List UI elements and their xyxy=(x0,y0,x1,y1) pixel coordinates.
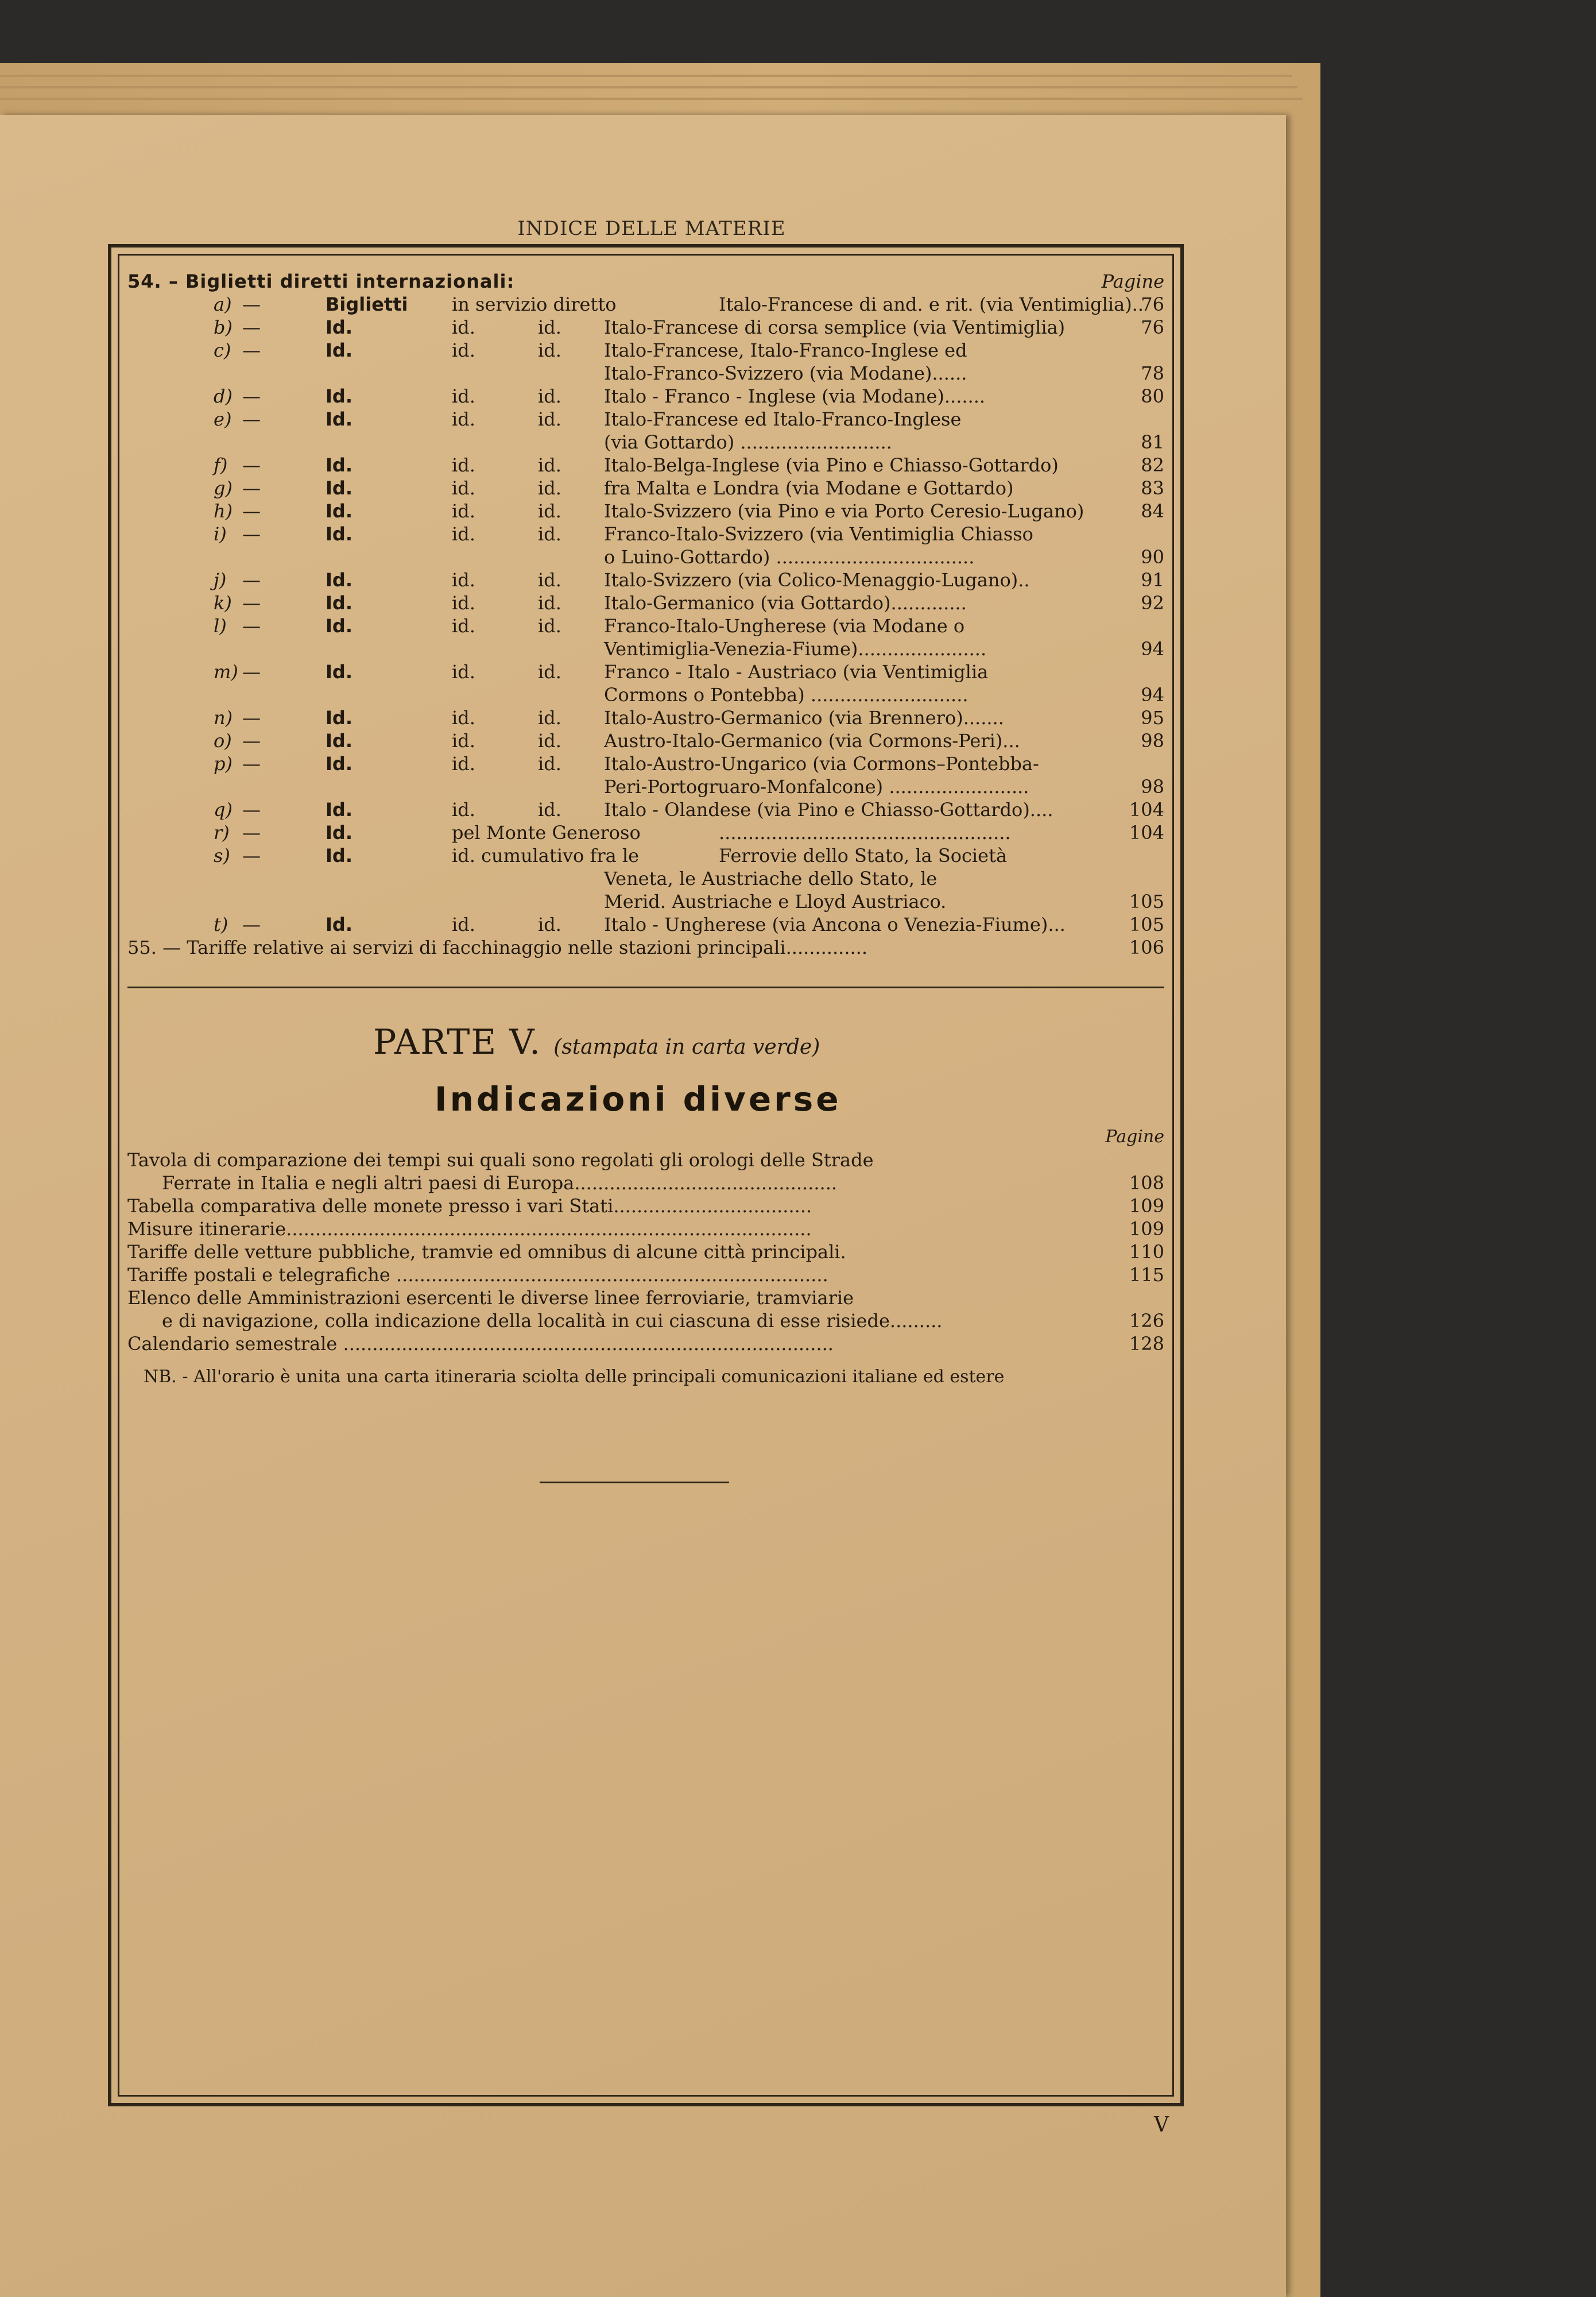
parte-row-text: Misure itinerarie.......................................................................................... xyxy=(127,1218,812,1240)
row-dash: — xyxy=(242,339,261,361)
closing-rule xyxy=(540,1482,729,1483)
row-id3: id. xyxy=(538,615,561,637)
row-entry: .................................................. xyxy=(719,822,1011,844)
row-page: 91 xyxy=(1141,569,1164,591)
row-id2: id. xyxy=(452,615,475,637)
row-entry: o Luino-Gottardo) .................................. xyxy=(604,546,975,568)
section-54-rows xyxy=(127,293,1164,936)
row-page: 94 xyxy=(1141,638,1164,660)
row-page: 76 xyxy=(1141,293,1164,315)
row-id2: id. xyxy=(452,523,475,545)
row-id2: id. xyxy=(452,707,475,729)
row-entry: Italo-Svizzero (via Pino e via Porto Ceresio-Lugano) xyxy=(604,500,1084,522)
parte-row xyxy=(127,1148,1164,1171)
row-entry: Italo-Belga-Inglese (via Pino e Chiasso-Gottardo) xyxy=(604,454,1059,476)
row-entry: Italo-Francese, Italo-Franco-Inglese ed xyxy=(604,339,967,361)
index-row xyxy=(127,454,1164,477)
section-55-row xyxy=(127,936,1164,959)
row-letter: b) xyxy=(214,316,233,338)
row-id: Id. xyxy=(326,477,352,499)
row-entry: Italo-Francese di and. e rit. (via Ventimiglia).. xyxy=(719,293,1144,315)
row-id3: id. xyxy=(538,385,561,407)
row-id: Id. xyxy=(326,523,352,545)
row-entry: Italo-Franco-Svizzero (via Modane)...... xyxy=(604,362,967,384)
row-dash: — xyxy=(242,316,261,338)
row-letter: k) xyxy=(214,592,232,614)
index-row xyxy=(127,339,1164,362)
row-id2: id. xyxy=(452,753,475,775)
row-letter: l) xyxy=(214,615,227,637)
row-page: 76 xyxy=(1141,316,1164,338)
row-dash: — xyxy=(242,477,261,499)
row-page: 81 xyxy=(1141,431,1164,453)
index-row xyxy=(127,385,1164,408)
index-row xyxy=(127,362,1164,385)
row-entry: Italo-Austro-Ungarico (via Cormons–Pontebba- xyxy=(604,753,1039,775)
row-letter: n) xyxy=(214,707,233,729)
index-row xyxy=(127,660,1164,683)
parte-v-list xyxy=(127,1126,1164,1355)
row-letter: r) xyxy=(214,822,230,844)
row-dash: — xyxy=(242,661,261,683)
row-id: Id. xyxy=(326,615,352,637)
row-dash: — xyxy=(242,385,261,407)
parte-title-text: PARTE V. xyxy=(373,1022,542,1062)
row-id3: id. xyxy=(538,316,561,338)
index-row xyxy=(127,316,1164,339)
row-entry: Peri-Portogruaro-Monfalcone) ........................ xyxy=(604,776,1029,798)
row-id2: id. xyxy=(452,454,475,476)
index-row xyxy=(127,569,1164,591)
row-page: 104 xyxy=(1129,799,1164,821)
row-page: 80 xyxy=(1141,385,1164,407)
parte-row-text: Tabella comparativa delle monete presso i vari Stati.................................. xyxy=(127,1195,812,1217)
parte-row-page: 110 xyxy=(1129,1241,1164,1263)
row-dash: — xyxy=(242,569,261,591)
row-entry: fra Malta e Londra (via Modane e Gottardo) xyxy=(604,477,1014,499)
index-row xyxy=(127,706,1164,729)
row-page: 90 xyxy=(1141,546,1164,568)
index-row xyxy=(127,913,1164,936)
row-id3: id. xyxy=(538,477,561,499)
row-page: 98 xyxy=(1141,776,1164,798)
parte-row-text: Tariffe delle vetture pubbliche, tramvie ed omnibus di alcune città principali. xyxy=(127,1241,846,1263)
row-page: 82 xyxy=(1141,454,1164,476)
row-letter: m) xyxy=(214,661,238,683)
row-letter: e) xyxy=(214,408,232,430)
page-edge-line xyxy=(0,75,1292,77)
row-id2: id. xyxy=(452,500,475,522)
row-id: Id. xyxy=(326,707,352,729)
parte-row xyxy=(127,1263,1164,1286)
row-page: 98 xyxy=(1141,730,1164,752)
parte-row-page: 108 xyxy=(1129,1172,1164,1194)
parte-row xyxy=(127,1194,1164,1217)
index-row xyxy=(127,729,1164,752)
index-row xyxy=(127,591,1164,614)
row-dash: — xyxy=(242,914,261,935)
row-id: Id. xyxy=(326,914,352,935)
row-id: Biglietti xyxy=(326,293,408,315)
row-id3: id. xyxy=(538,339,561,361)
row-page: 94 xyxy=(1141,684,1164,706)
row-id: Id. xyxy=(326,661,352,683)
row-page: 105 xyxy=(1129,891,1164,912)
row-dash: — xyxy=(242,523,261,545)
row-id2: id. xyxy=(452,661,475,683)
parte-row xyxy=(127,1309,1164,1332)
index-row xyxy=(127,546,1164,569)
row-id2: id. xyxy=(452,316,475,338)
row-entry: Ventimiglia-Venezia-Fiume)...................... xyxy=(604,638,987,660)
row-id: Id. xyxy=(326,339,352,361)
row-id2: id. xyxy=(452,477,475,499)
parte-row xyxy=(127,1286,1164,1309)
row-dash: — xyxy=(242,592,261,614)
parte-pagine-row xyxy=(127,1126,1164,1148)
parte-title xyxy=(373,1022,820,1062)
parte-row xyxy=(127,1332,1164,1355)
section-55-text: 55. — Tariffe relative ai servizi di facchinaggio nelle stazioni principali.............. xyxy=(127,937,867,958)
row-dash: — xyxy=(242,293,261,315)
index-row xyxy=(127,614,1164,637)
parte-row xyxy=(127,1171,1164,1194)
index-row xyxy=(127,637,1164,660)
row-entry: Franco - Italo - Austriaco (via Ventimiglia xyxy=(604,661,989,683)
section-54-title: 54. – Biglietti diretti internazionali: xyxy=(127,270,515,292)
row-dash: — xyxy=(242,799,261,821)
row-id3: id. xyxy=(538,799,561,821)
row-entry: Franco-Italo-Svizzero (via Ventimiglia Chiasso xyxy=(604,523,1033,545)
parte-row xyxy=(127,1217,1164,1240)
row-dash: — xyxy=(242,845,261,867)
row-letter: s) xyxy=(214,845,230,867)
row-id: Id. xyxy=(326,822,352,844)
row-id3: id. xyxy=(538,730,561,752)
row-entry: Italo-Francese di corsa semplice (via Ventimiglia) xyxy=(604,316,1066,338)
row-id2: id. xyxy=(452,385,475,407)
index-row xyxy=(127,775,1164,798)
row-dash: — xyxy=(242,454,261,476)
parte-row-text: Calendario semestrale .................................................................................... xyxy=(127,1333,834,1355)
row-entry: Veneta, le Austriache dello Stato, le xyxy=(604,868,938,890)
row-id: Id. xyxy=(326,385,352,407)
row-page: 95 xyxy=(1141,707,1164,729)
row-id: Id. xyxy=(326,408,352,430)
row-letter: t) xyxy=(214,914,228,935)
parte-subtitle: (stampata in carta verde) xyxy=(553,1035,820,1059)
row-entry: Merid. Austriache e Lloyd Austriaco. xyxy=(604,891,947,912)
row-entry: Italo-Svizzero (via Colico-Menaggio-Lugano).. xyxy=(604,569,1030,591)
row-entry: (via Gottardo) .......................... xyxy=(604,431,892,453)
row-id2: id. xyxy=(452,914,475,935)
row-id: Id. xyxy=(326,753,352,775)
row-id2: id. xyxy=(452,592,475,614)
row-entry: Italo - Olandese (via Pino e Chiasso-Gottardo).... xyxy=(604,799,1053,821)
row-id3: id. xyxy=(538,707,561,729)
row-id2: in servizio diretto xyxy=(452,293,617,315)
page-edge-line xyxy=(0,98,1303,100)
row-id3: id. xyxy=(538,569,561,591)
row-id3: id. xyxy=(538,753,561,775)
parte-heading: Indicazioni diverse xyxy=(435,1080,842,1119)
index-row xyxy=(127,798,1164,821)
row-page: 83 xyxy=(1141,477,1164,499)
parte-row-text: e di navigazione, colla indicazione della località in cui ciascuna di esse risiede......... xyxy=(162,1310,943,1332)
row-entry: Austro-Italo-Germanico (via Cormons-Peri)... xyxy=(604,730,1020,752)
row-id: Id. xyxy=(326,500,352,522)
row-id2: id. xyxy=(452,569,475,591)
pagine-label: Pagine xyxy=(1101,270,1164,292)
parte-row-text: Tavola di comparazione dei tempi sui quali sono regolati gli orologi delle Strade xyxy=(127,1149,874,1171)
row-letter: d) xyxy=(214,385,233,407)
row-id3: id. xyxy=(538,500,561,522)
row-id: Id. xyxy=(326,845,352,867)
section-divider xyxy=(127,987,1164,988)
row-dash: — xyxy=(242,500,261,522)
index-row xyxy=(127,821,1164,844)
row-letter: h) xyxy=(214,500,233,522)
row-dash: — xyxy=(242,615,261,637)
row-letter: c) xyxy=(214,339,231,361)
row-letter: p) xyxy=(214,753,233,775)
index-row xyxy=(127,523,1164,546)
index-row xyxy=(127,500,1164,523)
row-id: Id. xyxy=(326,569,352,591)
parte-row-page: 115 xyxy=(1129,1264,1164,1286)
row-id: Id. xyxy=(326,316,352,338)
page-number: V xyxy=(1154,2113,1169,2137)
row-letter: o) xyxy=(214,730,232,752)
section-55-page: 106 xyxy=(1129,937,1164,958)
row-id2: id. xyxy=(452,799,475,821)
row-page: 104 xyxy=(1129,822,1164,844)
row-dash: — xyxy=(242,408,261,430)
index-row xyxy=(127,293,1164,316)
row-id3: id. xyxy=(538,661,561,683)
index-row xyxy=(127,752,1164,775)
row-id: Id. xyxy=(326,454,352,476)
parte-row-text: Elenco delle Amministrazioni esercenti le diverse linee ferroviarie, tramviarie xyxy=(127,1287,854,1309)
row-id3: id. xyxy=(538,454,561,476)
row-page: 78 xyxy=(1141,362,1164,384)
row-id3: id. xyxy=(538,592,561,614)
row-letter: q) xyxy=(214,799,233,821)
row-page: 84 xyxy=(1141,500,1164,522)
row-entry: Italo-Germanico (via Gottardo)............. xyxy=(604,592,967,614)
section-54-title-row xyxy=(127,270,1164,293)
row-entry: Italo-Austro-Germanico (via Brennero)....... xyxy=(604,707,1004,729)
row-id3: id. xyxy=(538,523,561,545)
row-id: Id. xyxy=(326,730,352,752)
row-letter: j) xyxy=(214,569,227,591)
parte-row-text: Tariffe postali e telegrafiche .......................................................................... xyxy=(127,1264,828,1286)
parte-row-page: 109 xyxy=(1129,1195,1164,1217)
parte-row-text: Ferrate in Italia e negli altri paesi di Europa............................................. xyxy=(162,1172,838,1194)
row-page: 105 xyxy=(1129,914,1164,935)
row-entry: Cormons o Pontebba) ........................... xyxy=(604,684,969,706)
row-id: Id. xyxy=(326,799,352,821)
row-dash: — xyxy=(242,822,261,844)
row-entry: Ferrovie dello Stato, la Società xyxy=(719,845,1008,867)
index-row xyxy=(127,890,1164,913)
row-dash: — xyxy=(242,753,261,775)
parte-v-rows xyxy=(127,1148,1164,1355)
pagine-label: Pagine xyxy=(1105,1127,1164,1147)
index-row xyxy=(127,431,1164,454)
page-edge-line xyxy=(0,86,1297,88)
index-row xyxy=(127,477,1164,500)
index-row xyxy=(127,867,1164,890)
parte-row-page: 126 xyxy=(1129,1310,1164,1332)
running-header: INDICE DELLE MATERIE xyxy=(517,217,786,240)
row-letter: g) xyxy=(214,477,233,499)
row-letter: f) xyxy=(214,454,228,476)
row-id2: id. xyxy=(452,730,475,752)
row-id3: id. xyxy=(538,914,561,935)
row-entry: Italo - Ungherese (via Ancona o Venezia-Fiume)... xyxy=(604,914,1066,935)
row-entry: Franco-Italo-Ungherese (via Modane o xyxy=(604,615,965,637)
row-page: 92 xyxy=(1141,592,1164,614)
index-row xyxy=(127,844,1164,867)
row-id2: id. xyxy=(452,408,475,430)
index-row xyxy=(127,408,1164,431)
row-id3: id. xyxy=(538,408,561,430)
index-row xyxy=(127,683,1164,706)
row-entry: Italo-Francese ed Italo-Franco-Inglese xyxy=(604,408,962,430)
row-letter: a) xyxy=(214,293,232,315)
parte-row-page: 128 xyxy=(1129,1333,1164,1355)
row-id: Id. xyxy=(326,592,352,614)
parte-row-page: 109 xyxy=(1129,1218,1164,1240)
row-letter: i) xyxy=(214,523,227,545)
nb-note: NB. - All'orario è unita una carta itineraria sciolta delle principali comunicazioni italiane ed estere xyxy=(144,1367,1005,1387)
row-entry: Italo - Franco - Inglese (via Modane)....... xyxy=(604,385,986,407)
parte-row xyxy=(127,1240,1164,1263)
row-id2: id. xyxy=(452,339,475,361)
row-id2: pel Monte Generoso xyxy=(452,822,641,844)
row-dash: — xyxy=(242,730,261,752)
row-dash: — xyxy=(242,707,261,729)
section-54-list xyxy=(127,270,1164,959)
row-id2: id. cumulativo fra le xyxy=(452,845,640,867)
